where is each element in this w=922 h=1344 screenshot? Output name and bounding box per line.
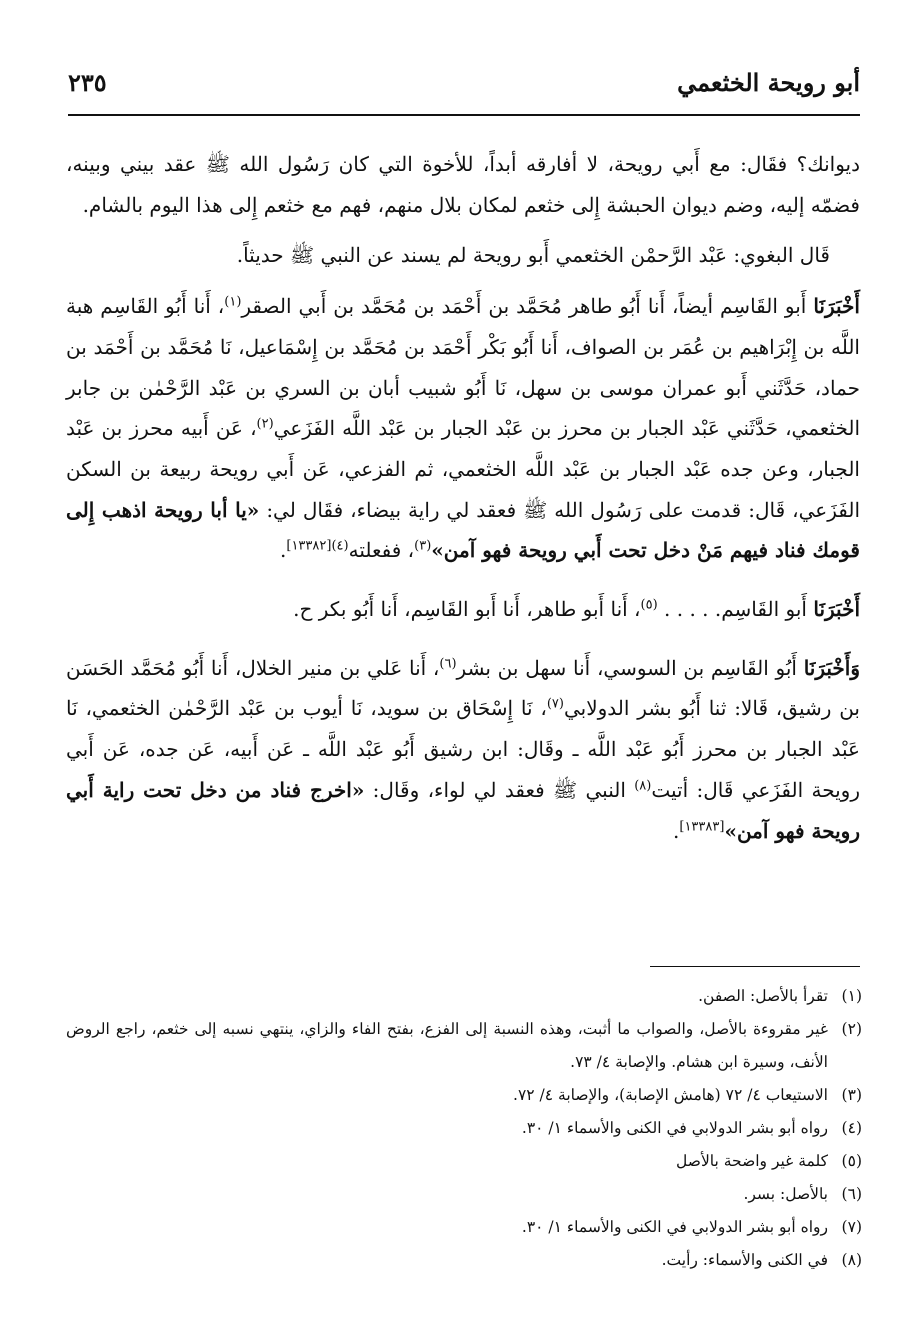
hadith-quote: «اخرج فناد من دخل تحت راية أَبي رويحة فهو آمن» <box>66 777 860 843</box>
running-title: أبو رويحة الخثعمي <box>677 68 860 97</box>
text-run: ، أَنا عَلي بن منير الخلال، أَنا أَبُو مُحَمَّد الحَسَن بن رشيق، قَالا: ثنا أَبُو بشر الدولابي <box>66 655 860 721</box>
footnote-ref: (١) <box>224 294 242 310</box>
footnote-text: الاستيعاب ٤/ ٧٢ (هامش الإصابة)، والإصابة ٤/ ٧٢. <box>513 1086 828 1104</box>
footnote-text: رواه أبو بشر الدولابي في الكنى والأسماء ١/ ٣٠. <box>521 1218 828 1236</box>
footnote-text: تقرأ بالأصل: الصفن. <box>698 987 828 1005</box>
footnote <box>66 1013 862 1079</box>
paragraph <box>66 648 860 852</box>
paragraph <box>66 286 860 571</box>
text-run: أَبو القَاسِم أيضاً، أَنا أَبُو طاهر مُحَمَّد بن أَحْمَد بن مُحَمَّد بن أَبي الصقر <box>241 294 814 319</box>
footnote-text: غير مقروءة بالأصل، والصواب ما أثبت، وهذه النسبة إلى الفزع، بفتح الفاء والزاي، ينتهي نسبه إلى خثعم، راجع الروض الأنف، وسيرة ابن هشام. والإصابة ٤/ ٧٣. <box>66 1020 828 1071</box>
page-number: ٢٣٥ <box>68 68 107 97</box>
footnote-ref: (٧) <box>546 696 564 712</box>
footnote <box>66 1244 862 1277</box>
footnote-number: (٣) <box>841 1086 862 1104</box>
paragraph <box>66 235 860 276</box>
narration-keyword: أَخْبَرَنَا <box>813 294 860 319</box>
paragraph <box>66 144 860 225</box>
footnote-number: (٤) <box>841 1119 862 1137</box>
footnote-ref: (٢) <box>256 416 274 432</box>
footnote-text: رواه أبو بشر الدولابي في الكنى والأسماء ١/ ٣٠. <box>521 1119 828 1137</box>
hadith-quote: «يا أبا رويحة اذهب إِلى قومك فناد فيهم مَنْ دخل تحت أَبي رويحة فهو آمن» <box>66 497 860 563</box>
text-run: أَبو القَاسِم. . . . . <box>657 597 814 622</box>
footnote-text: بالأصل: بسر. <box>743 1185 828 1203</box>
page-header <box>68 62 860 116</box>
footnote-number: (٥) <box>841 1152 862 1170</box>
footnote-text: كلمة غير واضحة بالأصل <box>676 1152 828 1170</box>
text-run: . <box>673 818 680 843</box>
paragraph-text: قَال البغوي: عَبْد الرَّحمْن الخثعمي أَبو رويحة لم يسند عن النبي ﷺ حديثاً. <box>236 243 830 268</box>
footnote-ref: (٤)[١٣٣٨٢] <box>286 538 349 554</box>
text-run: ، أَنا أَبو طاهر، أَنا أَبو القَاسِم، أَنا أَبُو بكر ح. <box>293 597 641 622</box>
footnote <box>66 1211 862 1244</box>
paragraph-text: ديوانك؟ فقَال: مع أَبي رويحة، لا أفارقه أبداً، للأخوة التي كان رَسُول الله ﷺ عقد بيني وبينه، فضمّه إليه، وضم ديوان الحبشة إِلى خثعم لمكان بلال منهم، فهم مع خثعم إِلى هذا اليوم بالشام. <box>66 152 860 217</box>
footnote-number: (٦) <box>841 1185 862 1203</box>
text-run: النبي ﷺ فعقد لي لواء، وقَال: <box>364 777 635 802</box>
text-run: أَبُو القَاسِم بن السوسي، أَنا سهل بن بشر <box>456 655 804 680</box>
text-run: ، نَا إِسْحَاق بن سويد، نَا أيوب بن عَبْد الرَّحْمٰن الخثعمي، نَا عَبْد الجبار بن محرز أَبُو عَبْد اللَّه ـ وقَال: ابن رشيق أَبُو عَبْد اللَّه ـ عَن أَبيه، عَن جده، عَن أَبي رويحة الفَزَعي قَال: أتيت <box>66 696 860 802</box>
footnote <box>66 1178 862 1211</box>
text-run: ، ففعلته <box>348 538 415 563</box>
text-run: ، أَنا أَبُو القَاسِم هبة اللَّه بن إِبْرَاهيم بن عُمَر بن الصواف، أَنا أَبُو بَكْر أَحْمَد بن مُحَمَّد بن إِسْمَاعيل، نَا مُحَمَّد بن أَحْمَد بن حماد، حَدَّثَني أَبو عمران موسى بن سهل، نَا أَبُو شبيب أبان بن السري بن عَبْد الرَّحْمٰن بن جابر الخثعمي، حَدَّثَني عَبْد الجبار بن محرز بن عَبْد الجبار بن عَبْد اللَّه الفَزَعي <box>66 294 861 441</box>
main-text <box>66 144 860 851</box>
footnote <box>66 980 862 1013</box>
footnote <box>66 1079 862 1112</box>
footnote-number: (١) <box>841 987 862 1005</box>
footnote-number: (٢) <box>841 1020 862 1038</box>
paragraph <box>66 589 860 630</box>
footnote-ref: (٥) <box>640 597 658 613</box>
footnote <box>66 1112 862 1145</box>
footnote-number: (٨) <box>841 1251 862 1269</box>
narration-keyword: وَأَخْبَرَنَا <box>803 655 860 680</box>
narration-keyword: أَخْبَرَنَا <box>813 597 860 622</box>
footnotes <box>66 980 862 1277</box>
footnote-text: في الكنى والأسماء: رأيت. <box>661 1251 828 1269</box>
text-run: ، عَن أَبيه محرز بن عَبْد الجبار، وعن جده عَبْد الجبار بن عَبْد اللَّه الخثعمي، ثم الفزعي، عَن أَبي رويحة ربيعة بن السكن الفَزَعي، قَال: قدمت على رَسُول الله ﷺ فعقد لي راية بيضاء، فقَال لي: <box>66 416 861 522</box>
footnote-separator <box>650 966 860 967</box>
footnote-ref: [١٣٣٨٣] <box>679 818 725 834</box>
text-run: . <box>280 538 287 563</box>
footnote-ref: (٦) <box>439 656 457 672</box>
footnote-ref: (٣) <box>414 538 432 554</box>
footnote-ref: (٨) <box>634 778 652 794</box>
footnote <box>66 1145 862 1178</box>
footnote-number: (٧) <box>841 1218 862 1236</box>
